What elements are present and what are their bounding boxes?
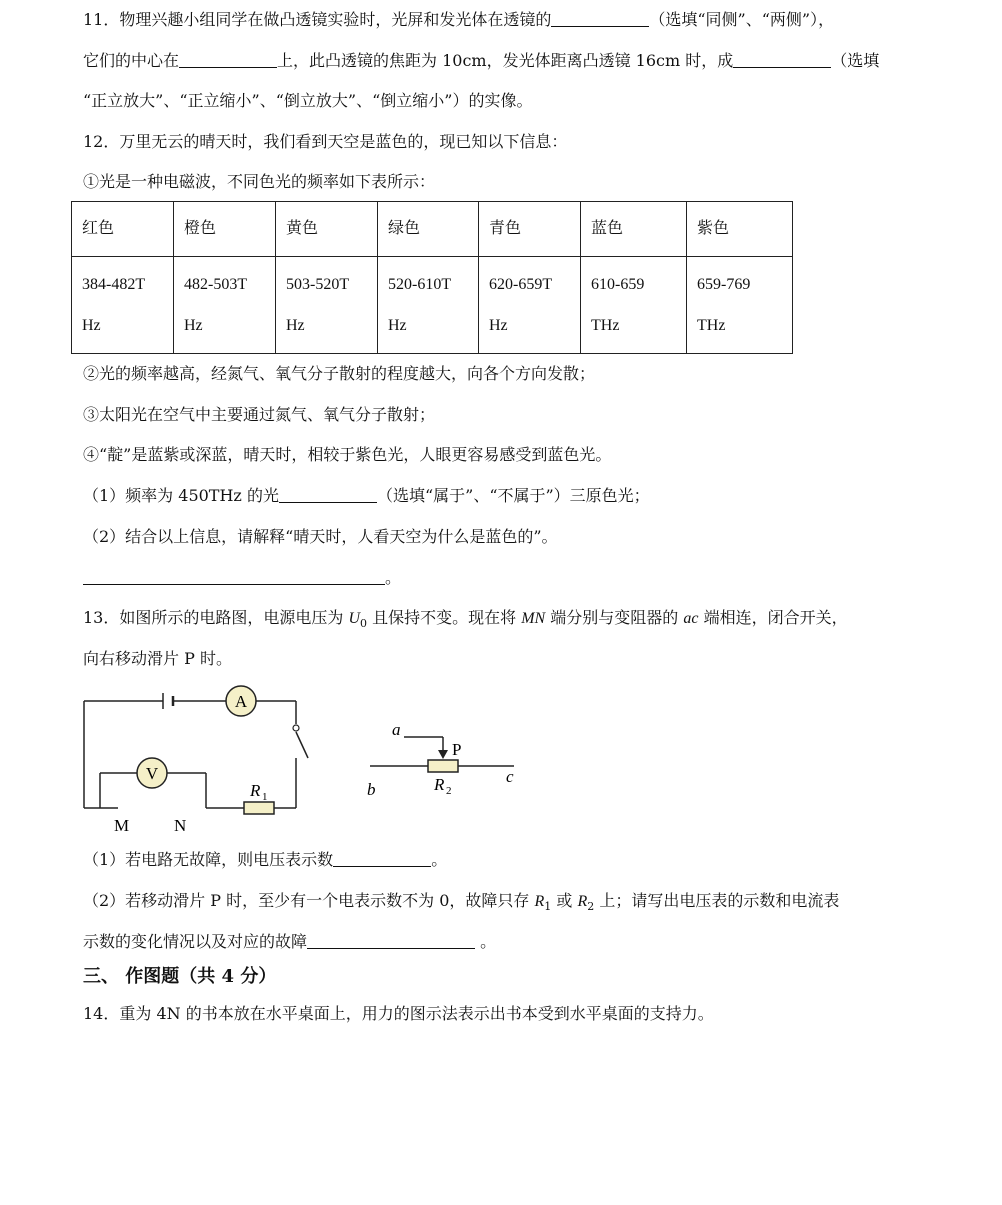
rheostat-diagram bbox=[360, 710, 530, 805]
answer-blank-q11-1[interactable] bbox=[551, 10, 649, 27]
q12-answer-line: 。 bbox=[83, 568, 401, 588]
terminal-b: b bbox=[367, 780, 376, 799]
answer-blank-q12-1[interactable] bbox=[279, 486, 377, 503]
section-heading: 三、 作图题（共 4 分） bbox=[83, 966, 277, 987]
svg-text:V: V bbox=[145, 764, 159, 783]
q11-line3: “正立放大”、“正立缩小”、“倒立放大”、“倒立缩小”）的实像。 bbox=[83, 91, 533, 110]
q12-info-4: ④“靛”是蓝紫或深蓝，晴天时，相较于紫色光，人眼更容易感受到蓝色光。 bbox=[83, 445, 612, 464]
q12-part-1: （1）频率为 450THz 的光 （选填“属于”、“不属于”）三原色光； bbox=[83, 486, 650, 505]
answer-blank-q11-3[interactable] bbox=[733, 51, 831, 68]
table-header-cell: 青色 bbox=[479, 202, 581, 257]
terminal-a: a bbox=[392, 720, 401, 739]
switch-blade bbox=[296, 732, 308, 758]
r2-sub: 2 bbox=[446, 785, 452, 797]
answer-blank-q12-2[interactable] bbox=[83, 568, 385, 585]
q12-stem: 12．万里无云的晴天时，我们看到天空是蓝色的，现已知以下信息： bbox=[83, 132, 568, 151]
voltmeter bbox=[137, 758, 167, 788]
table-header-cell: 蓝色 bbox=[581, 202, 687, 257]
table-header-cell: 橙色 bbox=[174, 202, 276, 257]
terminal-c: c bbox=[506, 767, 514, 786]
table-cell: 620-659T Hz bbox=[479, 257, 581, 354]
q11-line1: 11．物理兴趣小组同学在做凸透镜实验时，光屏和发光体在透镜的 （选填“同侧”、“两侧”）， bbox=[83, 10, 835, 29]
q13-part-2-line2: 示数的变化情况以及对应的故障 。 bbox=[83, 932, 497, 951]
svg-text:A: A bbox=[234, 692, 248, 711]
slider-p-label: P bbox=[452, 740, 462, 759]
table-cell: 384-482T Hz bbox=[72, 257, 174, 354]
slider-arrow bbox=[438, 750, 448, 759]
q14-stem: 14．重为 4N 的书本放在水平桌面上，用力的图示法表示出书本受到水平桌面的支持力。 bbox=[83, 1004, 714, 1023]
table-cell: 482-503T Hz bbox=[174, 257, 276, 354]
table-cell: 520-610T Hz bbox=[378, 257, 479, 354]
ammeter bbox=[226, 686, 256, 716]
frequency-table bbox=[71, 201, 793, 354]
resistor-r1 bbox=[244, 802, 274, 814]
terminal-m: M bbox=[114, 816, 130, 835]
q11-line2: 它们的中心在 上，此凸透镜的焦距为 10cm，发光体距离凸透镜 16cm 时，成 （选填 bbox=[83, 51, 880, 70]
r2-label: R bbox=[434, 775, 445, 794]
table-header-row bbox=[72, 202, 793, 257]
table-cell: 503-520T Hz bbox=[276, 257, 378, 354]
answer-blank-q13-1[interactable] bbox=[333, 850, 431, 867]
terminal-n: N bbox=[174, 816, 187, 835]
table-header-cell: 黄色 bbox=[276, 202, 378, 257]
answer-blank-q11-2[interactable] bbox=[179, 51, 277, 68]
q12-part-2: （2）结合以上信息，请解释“晴天时，人看天空为什么是蓝色的”。 bbox=[83, 527, 558, 546]
circuit-diagram bbox=[70, 680, 310, 840]
table-cell: 659-769 THz bbox=[687, 257, 793, 354]
q13-part-2-line1: （2）若移动滑片 P 时，至少有一个电表示数不为 0，故障只存 $R_1$ 或 $R_2$ 上；请写出电压表的示数和电流表 bbox=[83, 891, 840, 914]
q13-line2: 向右移动滑片 P 时。 bbox=[83, 649, 232, 668]
table-header-cell: 紫色 bbox=[687, 202, 793, 257]
table-cell: 610-659 THz bbox=[581, 257, 687, 354]
table-header-cell: 红色 bbox=[72, 202, 174, 257]
resistor-r2 bbox=[428, 760, 458, 772]
table-row bbox=[72, 257, 793, 354]
r1-label: R bbox=[250, 781, 261, 800]
q12-info-2: ②光的频率越高，经氮气、氧气分子散射的程度越大，向各个方向发散； bbox=[83, 364, 596, 383]
q13-part-1: （1）若电路无故障，则电压表示数 。 bbox=[83, 850, 448, 869]
table-header-cell: 绿色 bbox=[378, 202, 479, 257]
q12-info-1: ①光是一种电磁波，不同色光的频率如下表所示： bbox=[83, 172, 436, 191]
answer-blank-q13-2[interactable] bbox=[307, 932, 475, 949]
q12-info-3: ③太阳光在空气中主要通过氮气、氧气分子散射； bbox=[83, 405, 436, 424]
r1-sub: 1 bbox=[262, 791, 268, 803]
q13-line1: 13．如图所示的电路图，电源电压为 $U_0$ 且保持不变。现在将 MN 端分别与变阻器的 ac 端相连，闭合开关， bbox=[83, 608, 848, 631]
